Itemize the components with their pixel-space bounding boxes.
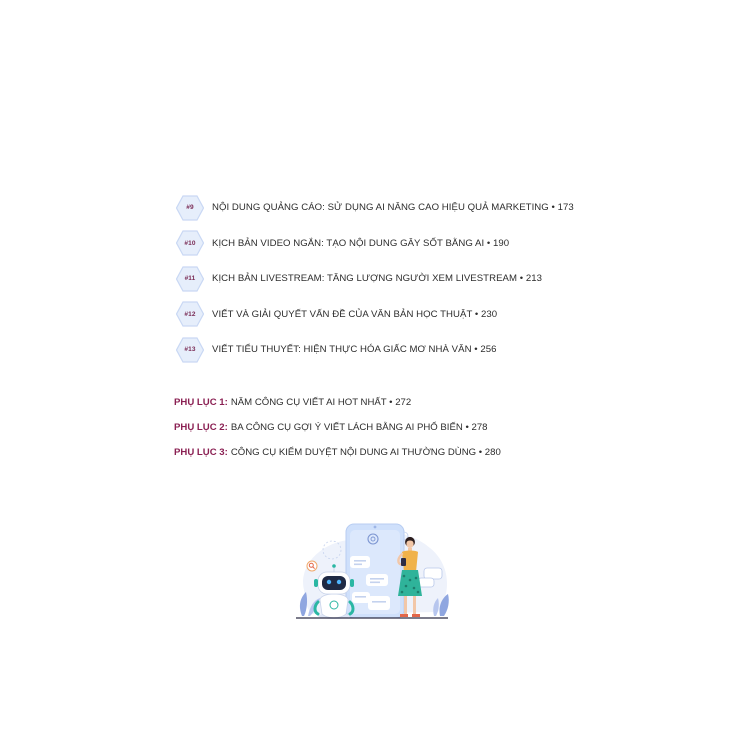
appendix-item[interactable]	[174, 415, 501, 440]
appendix-title: CÔNG CỤ KIỂM DUYỆT NỘI DUNG AI THƯỜNG DÙNG • 280	[230, 447, 501, 458]
hexagon-badge-icon	[176, 301, 204, 327]
appendix-title: NĂM CÔNG CỤ VIẾT AI HOT NHẤT • 272	[230, 397, 412, 408]
chapter-number: #10	[184, 239, 196, 247]
hexagon-badge-icon	[176, 230, 204, 256]
chapter-item[interactable]	[176, 297, 596, 333]
appendix-label: PHỤ LỤC 2:	[174, 422, 228, 433]
chapter-title: VIẾT TIỂU THUYẾT: HIỆN THỰC HÓA GIẤC MƠ NHÀ VĂN • 256	[212, 344, 497, 356]
chapter-title: VIẾT VÀ GIẢI QUYẾT VẤN ĐỀ CỦA VĂN BẢN HỌC THUẬT • 230	[212, 308, 498, 320]
chapter-title: NỘI DUNG QUẢNG CÁO: SỬ DỤNG AI NÂNG CAO HIỆU QUẢ MARKETING • 173	[212, 202, 574, 214]
ai-robot-chat-illustration	[292, 520, 452, 624]
chapter-number: #12	[184, 310, 196, 318]
appendix-item[interactable]	[174, 390, 501, 415]
hexagon-badge-icon	[176, 337, 204, 363]
appendix-label: PHỤ LỤC 1:	[174, 397, 228, 408]
chapter-title: KỊCH BẢN LIVESTREAM: TĂNG LƯỢNG NGƯỜI XEM LIVESTREAM • 213	[212, 273, 543, 285]
appendix-item[interactable]	[174, 440, 501, 465]
appendix-label: PHỤ LỤC 3:	[174, 447, 228, 458]
appendix-title: BA CÔNG CỤ GỢI Ý VIẾT LÁCH BẰNG AI PHỔ BIẾN • 278	[230, 422, 488, 433]
chapter-number: #13	[184, 346, 196, 354]
appendix-list	[174, 390, 501, 465]
hexagon-badge-icon	[176, 266, 204, 292]
chapter-number: #9	[186, 204, 194, 212]
illustration-graphic	[292, 520, 452, 624]
chapter-list	[176, 190, 596, 368]
hexagon-badge-icon	[176, 195, 204, 221]
chapter-item[interactable]	[176, 190, 596, 226]
chapter-item[interactable]	[176, 332, 596, 368]
chapter-title: KỊCH BẢN VIDEO NGẮN: TẠO NỘI DUNG GÂY SỐT BẰNG AI • 190	[212, 237, 510, 249]
chapter-item[interactable]	[176, 226, 596, 262]
chapter-number: #11	[184, 275, 196, 283]
chapter-item[interactable]	[176, 261, 596, 297]
